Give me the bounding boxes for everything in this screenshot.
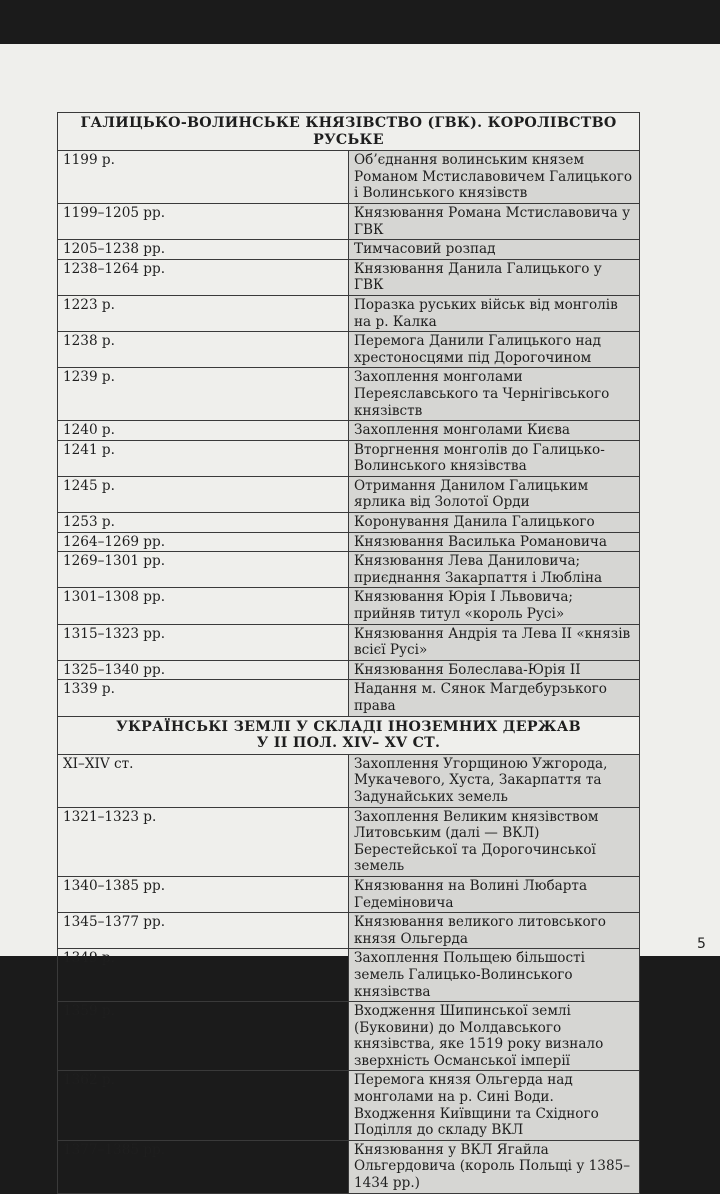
section-title-text-line2: У II ПОЛ. XIV– XV СТ. bbox=[256, 735, 441, 752]
event-cell: Входження Шипинської землі (Буковини) до Молдавського князівства, яке 1519 року визнало зверхність Османської імперії bbox=[349, 1002, 640, 1071]
event-cell: Поразка руських військ від монголів на р. Калка bbox=[349, 295, 640, 331]
date-cell: 1223 р. bbox=[58, 295, 349, 331]
date-cell: 1253 р. bbox=[58, 513, 349, 533]
date-cell: 1239 р. bbox=[58, 368, 349, 421]
table-row bbox=[58, 1140, 640, 1193]
date-cell: 1377–1385 рр. bbox=[58, 1140, 349, 1193]
date-cell: XI–XIV ст. bbox=[58, 754, 349, 807]
table-row bbox=[58, 259, 640, 295]
event-cell: Перемога князя Ольгерда над монголами на р. Сині Води. Входження Київщини та Східного Поділля до складу ВКЛ bbox=[349, 1071, 640, 1140]
event-cell: Князювання Андрія та Лева II «князів всієї Русі» bbox=[349, 624, 640, 660]
table-row bbox=[58, 807, 640, 876]
table-row bbox=[58, 660, 640, 680]
date-cell: 1205–1238 рр. bbox=[58, 240, 349, 260]
table-row bbox=[58, 332, 640, 368]
table-row bbox=[58, 552, 640, 588]
event-cell: Захоплення Угорщиною Ужгорода, Мукачевого, Хуста, Закарпаття та Задунайських земель bbox=[349, 754, 640, 807]
date-cell: 1345–1377 рр. bbox=[58, 913, 349, 949]
table-row bbox=[58, 513, 640, 533]
event-cell: Князювання Юрія I Львовича; прийняв титул «король Русі» bbox=[349, 588, 640, 624]
table-row bbox=[58, 1002, 640, 1071]
table-row bbox=[58, 151, 640, 204]
page bbox=[0, 44, 720, 1192]
event-cell: Захоплення монголами Переяславського та Чернігівського князівств bbox=[349, 368, 640, 421]
table-row bbox=[58, 368, 640, 421]
event-cell: Вторгнення монголів до Галицько-Волинського князівства bbox=[349, 440, 640, 476]
table-row bbox=[58, 588, 640, 624]
table-row bbox=[58, 203, 640, 239]
event-cell: Князювання Романа Мстиславовича у ГВК bbox=[349, 203, 640, 239]
table-row bbox=[58, 421, 640, 441]
date-cell: 1339 р. bbox=[58, 680, 349, 716]
table-row bbox=[58, 680, 640, 716]
event-cell: Отримання Данилом Галицьким ярлика від Золотої Орди bbox=[349, 476, 640, 512]
date-cell: 1269–1301 рр. bbox=[58, 552, 349, 588]
section-title bbox=[58, 113, 640, 151]
event-cell: Князювання Данила Галицького у ГВК bbox=[349, 259, 640, 295]
table-row bbox=[58, 476, 640, 512]
chronology-table bbox=[57, 112, 640, 1194]
section-header-row bbox=[58, 113, 640, 151]
section-title-text: УКРАЇНСЬКІ ЗЕМЛІ У СКЛАДІ ІНОЗЕМНИХ ДЕРЖАВ bbox=[116, 718, 581, 735]
date-cell: 1315–1323 рр. bbox=[58, 624, 349, 660]
table-row bbox=[58, 949, 640, 1002]
event-cell: Захоплення монголами Києва bbox=[349, 421, 640, 441]
date-cell: 1362 р. bbox=[58, 1071, 349, 1140]
event-cell: Надання м. Сянок Магдебурзького права bbox=[349, 680, 640, 716]
date-cell: 1241 р. bbox=[58, 440, 349, 476]
event-cell: Тимчасовий розпад bbox=[349, 240, 640, 260]
date-cell: 1245 р. bbox=[58, 476, 349, 512]
event-cell: Князювання на Волині Любарта Гедеміновича bbox=[349, 876, 640, 912]
date-cell: 1238–1264 рр. bbox=[58, 259, 349, 295]
date-cell: 1340–1385 рр. bbox=[58, 876, 349, 912]
section-title-text: ГАЛИЦЬКО-ВОЛИНСЬКЕ КНЯЗІВСТВО (ГВК). КОРОЛІВСТВО РУСЬКЕ bbox=[80, 115, 617, 148]
table-row bbox=[58, 295, 640, 331]
table-row bbox=[58, 624, 640, 660]
event-cell: Захоплення Польщею більшості земель Галицько-Волинського князівства bbox=[349, 949, 640, 1002]
date-cell: 1301–1308 рр. bbox=[58, 588, 349, 624]
event-cell: Князювання великого литовського князя Ольгерда bbox=[349, 913, 640, 949]
date-cell: 1325–1340 рр. bbox=[58, 660, 349, 680]
event-cell: Перемога Данили Галицького над хрестоносцями під Дорогочином bbox=[349, 332, 640, 368]
table-row bbox=[58, 1071, 640, 1140]
date-cell: 1359 р. bbox=[58, 1002, 349, 1071]
table-row bbox=[58, 754, 640, 807]
event-cell: Князювання Василька Романовича bbox=[349, 532, 640, 552]
event-cell: Князювання Болеслава-Юрія II bbox=[349, 660, 640, 680]
chronology-table-wrapper bbox=[57, 112, 640, 1194]
date-cell: 1199 р. bbox=[58, 151, 349, 204]
event-cell: Захоплення Великим князівством Литовським (далі — ВКЛ) Берестейської та Дорогочинської земель bbox=[349, 807, 640, 876]
date-cell: 1321–1323 р. bbox=[58, 807, 349, 876]
chronology-table-body bbox=[58, 113, 640, 1194]
table-row bbox=[58, 240, 640, 260]
date-cell: 1240 р. bbox=[58, 421, 349, 441]
date-cell: 1264–1269 рр. bbox=[58, 532, 349, 552]
date-cell: 1199–1205 рр. bbox=[58, 203, 349, 239]
section-title bbox=[58, 716, 640, 754]
table-row bbox=[58, 913, 640, 949]
table-row bbox=[58, 876, 640, 912]
date-cell: 1238 р. bbox=[58, 332, 349, 368]
event-cell: Князювання у ВКЛ Ягайла Ольгердовича (король Польщі у 1385–1434 рр.) bbox=[349, 1140, 640, 1193]
event-cell: Об’єднання волинським князем Романом Мстиславовичем Галицького і Волинського князівств bbox=[349, 151, 640, 204]
page-number: 5 bbox=[697, 936, 706, 952]
section-header-row bbox=[58, 716, 640, 754]
event-cell: Князювання Лева Даниловича; приєднання Закарпаття і Любліна bbox=[349, 552, 640, 588]
date-cell: 1349 р. bbox=[58, 949, 349, 1002]
event-cell: Коронування Данила Галицького bbox=[349, 513, 640, 533]
table-row bbox=[58, 532, 640, 552]
table-row bbox=[58, 440, 640, 476]
